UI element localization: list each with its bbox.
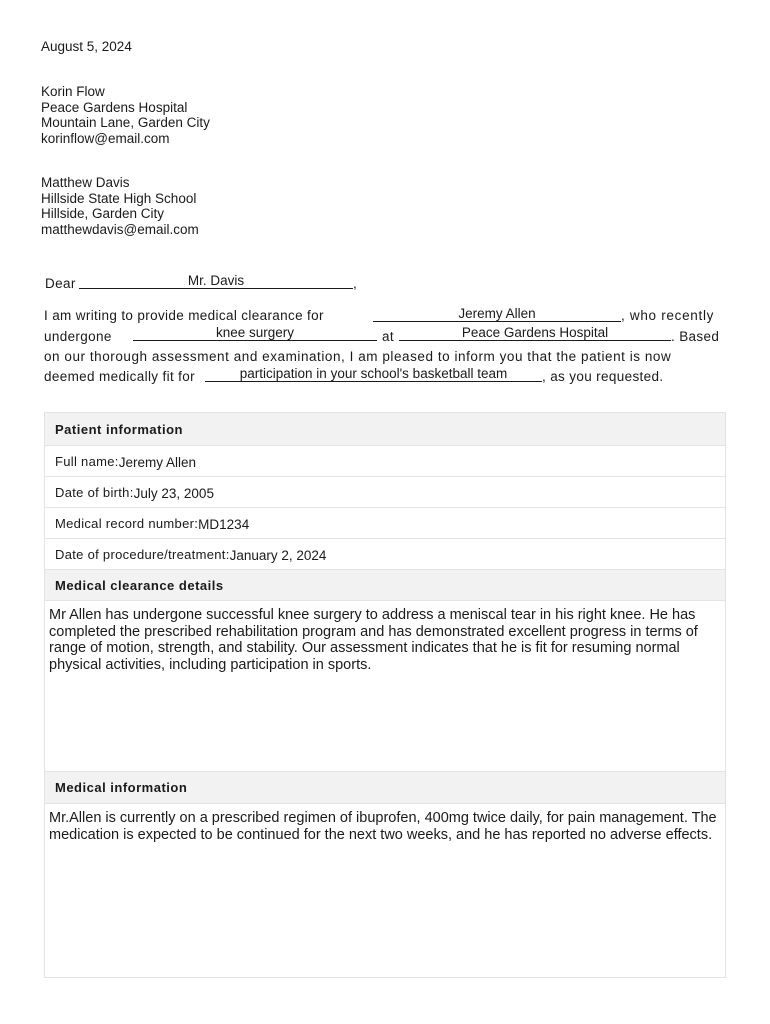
- patient-name-value: Jeremy Allen: [458, 306, 536, 321]
- body-line4-prefix: deemed medically fit for: [44, 369, 195, 384]
- form-row-full-name[interactable]: [45, 446, 726, 477]
- body-line2-at: at: [382, 329, 394, 344]
- sender-name: Korin Flow: [41, 84, 105, 99]
- body-line2-prefix: undergone: [44, 329, 112, 344]
- facility-field[interactable]: [399, 325, 671, 341]
- full-name-label: Full name:: [55, 453, 119, 469]
- patient-name-field[interactable]: [373, 306, 621, 322]
- body-line3: on our thorough assessment and examination, I am pleased to inform you that the patient is now: [44, 349, 672, 364]
- body-line1-prefix: I am writing to provide medical clearance for: [44, 308, 324, 323]
- sender-email: korinflow@email.com: [41, 131, 170, 146]
- date-of-birth-value[interactable]: July 23, 2005: [133, 485, 214, 501]
- recipient-name: Matthew Davis: [41, 175, 130, 190]
- medical-information-textarea[interactable]: Mr.Allen is currently on a prescribed regimen of ibuprofen, 400mg twice daily, for pain management. The medication is expected to be continued for the next two weeks, and he has reported no adverse effects.: [45, 804, 726, 978]
- date-of-birth-label: Date of birth:: [55, 484, 134, 500]
- form-row-date-of-procedure[interactable]: [45, 539, 726, 570]
- salutation-name-value: Mr. Davis: [187, 273, 245, 288]
- sender-organization: Peace Gardens Hospital: [41, 100, 188, 115]
- activity-value: participation in your school's basketball team: [239, 366, 508, 381]
- activity-field[interactable]: [205, 366, 542, 382]
- patient-information-heading: Patient information: [45, 413, 726, 446]
- body-line4-suffix: , as you requested.: [542, 369, 664, 384]
- medical-information-heading: Medical information: [45, 772, 726, 804]
- procedure-value: knee surgery: [215, 325, 295, 340]
- sender-address: Mountain Lane, Garden City: [41, 115, 210, 130]
- date-of-procedure-value[interactable]: January 2, 2024: [229, 547, 327, 563]
- section-header-medical-information: [45, 772, 726, 804]
- letter-date: August 5, 2024: [41, 39, 132, 54]
- salutation-prefix: Dear: [45, 276, 76, 291]
- full-name-value[interactable]: Jeremy Allen: [118, 454, 196, 470]
- body-line2-suffix: . Based: [671, 329, 720, 344]
- recipient-address: Hillside, Garden City: [41, 206, 165, 221]
- recipient-organization: Hillside State High School: [41, 191, 197, 206]
- salutation-suffix: ,: [353, 276, 358, 291]
- body-line1-suffix: , who recently: [621, 308, 715, 323]
- salutation-name-field[interactable]: [79, 273, 353, 289]
- recipient-email: matthewdavis@email.com: [41, 222, 199, 237]
- section-header-clearance-details: [45, 570, 726, 601]
- form-row-date-of-birth[interactable]: [45, 477, 726, 508]
- date-of-procedure-label: Date of procedure/treatment:: [55, 546, 230, 562]
- clearance-details-row[interactable]: [45, 601, 726, 772]
- medical-record-number-label: Medical record number:: [55, 515, 199, 531]
- medical-clearance-form: [44, 412, 726, 978]
- form-row-medical-record-number[interactable]: [45, 508, 726, 539]
- procedure-field[interactable]: [133, 325, 377, 341]
- medical-information-row[interactable]: [45, 804, 726, 978]
- facility-value: Peace Gardens Hospital: [461, 325, 609, 340]
- clearance-details-heading: Medical clearance details: [45, 570, 726, 601]
- medical-record-number-value[interactable]: MD1234: [198, 516, 250, 532]
- section-header-patient-information: [45, 413, 726, 446]
- clearance-details-textarea[interactable]: Mr Allen has undergone successful knee surgery to address a meniscal tear in his right knee. He has completed the prescribed rehabilitation program and has demonstrated excellent progress in terms of range of motion, strength, and stability. Our assessment indicates that he is fit for resuming normal physical activities, including participation in sports.: [45, 601, 726, 772]
